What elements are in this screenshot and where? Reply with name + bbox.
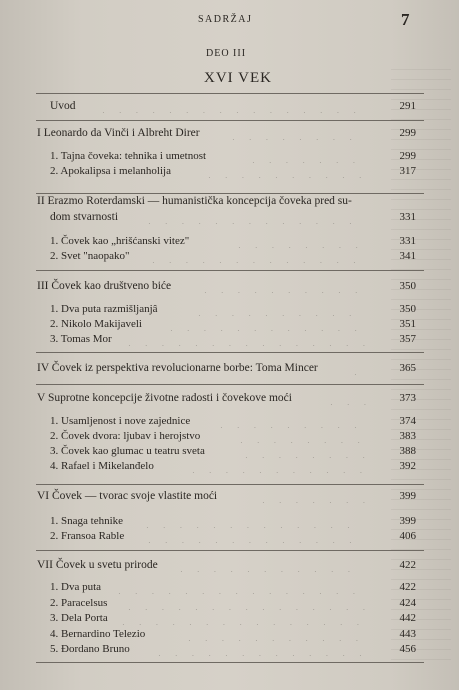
century-title: XVI VEK (204, 70, 272, 86)
divider (36, 384, 424, 385)
dot-leader: . . . . . . . . . . . . . (148, 535, 358, 543)
toc-entry-title: 1. Tajna čoveka: tehnika i umetnost (50, 150, 207, 162)
toc-entry (0, 362, 459, 378)
toc-page-number: 331 (399, 211, 416, 223)
toc-page-number: 317 (399, 165, 416, 177)
dot-leader: . . . . . . . . . . (198, 308, 358, 316)
dot-leader: . . . . . . . . . . . (192, 465, 368, 473)
toc-entry-title: 1. Dva puta razmišljanjâ (50, 303, 158, 315)
dot-leader: . . . . . . . . . (220, 420, 363, 428)
dot-leader: . . . (330, 397, 372, 405)
toc-subentry (0, 460, 459, 476)
toc-subentry (0, 530, 459, 546)
toc-entry-title: dom stvarnosti (50, 211, 119, 223)
toc-entry-title: 1. Čovek kao „hrišćanski vitez" (50, 235, 190, 247)
toc-page-number: 351 (399, 318, 416, 330)
toc-page-number: 388 (399, 445, 416, 457)
toc-entry (0, 490, 459, 506)
toc-entry-title: 2. Paracelsus (50, 597, 108, 609)
toc-page-number: 291 (399, 100, 416, 112)
toc-page-number: 357 (399, 333, 416, 345)
toc-entry (0, 127, 459, 143)
toc-entry-title: 4. Bernardino Telezio (50, 628, 146, 640)
toc-page-number: 383 (399, 430, 416, 442)
toc-page-number: 392 (399, 460, 416, 472)
toc-entry-title: I Leonardo da Vinči i Albreht Direr (37, 127, 200, 139)
toc-subentry (0, 612, 459, 628)
toc-page-number: 399 (399, 490, 416, 502)
running-header: SADRŽAJ (198, 14, 253, 25)
dot-leader: . . . . . . . (262, 495, 371, 503)
dot-leader: . . . . . . . . . . (208, 170, 368, 178)
toc-subentry (0, 597, 459, 613)
dot-leader: . . . . . . . . . . . . . . . (118, 586, 361, 594)
dot-leader: . . . . . . . . . . . . . . . . (102, 105, 362, 113)
toc-subentry (0, 643, 459, 659)
toc-entry-title: V Suprotne koncepcije životne radosti i čovekove moći (37, 392, 292, 404)
toc-entry-title: 1. Usamljenost i nove zajednice (50, 415, 191, 427)
dot-leader: . . . . . . . . . . . . . (152, 255, 362, 263)
part-label: DEO III (206, 48, 247, 59)
toc-entry-title: II Erazmo Roterdamski — humanistička koncepcija čoveka pred su- (37, 195, 352, 207)
toc-page-number: 442 (399, 612, 416, 624)
dot-leader: . (354, 367, 363, 375)
dot-leader: . . . . . . . . . . . . . (146, 520, 356, 528)
toc-subentry (0, 430, 459, 446)
toc-page-number: 299 (399, 150, 416, 162)
dot-leader: . . . . . . . . (232, 132, 358, 140)
dot-leader: . . . . . . . . . . . . . . . (122, 617, 365, 625)
toc-entry-title: 3. Dela Porta (50, 612, 108, 624)
dot-leader: . . . . . . . . . . . (188, 633, 364, 641)
toc-subentry (0, 165, 459, 181)
toc-entry-title: 2. Fransoa Rable (50, 530, 125, 542)
toc-page-number: 299 (399, 127, 416, 139)
toc-subentry (0, 515, 459, 531)
toc-page-number: 424 (399, 597, 416, 609)
dot-leader: . . . . . . . . . . . . . . . (128, 338, 371, 346)
divider (36, 550, 424, 551)
toc-subentry (0, 415, 459, 431)
dot-leader: . . . . . . . . . . . . . . . (128, 602, 371, 610)
toc-entry (0, 100, 459, 116)
toc-page-number: 350 (399, 280, 416, 292)
toc-page-number: 399 (399, 515, 416, 527)
toc-entry-title: 2. Čovek dvora: ljubav i herojstvo (50, 430, 201, 442)
toc-page-number: 456 (399, 643, 416, 655)
toc-subentry (0, 150, 459, 166)
divider (36, 120, 424, 121)
dot-leader: . . . . . . . . . . . . . (158, 648, 368, 656)
toc-entry-title: IV Čovek iz perspektiva revolucionarne borbe: Toma Mincer (37, 362, 318, 374)
dot-leader: . . . . . . . . (245, 450, 371, 458)
toc-page-number: 374 (399, 415, 416, 427)
toc-subentry (0, 318, 459, 334)
toc-subentry (0, 333, 459, 349)
toc-page-number: 422 (399, 581, 416, 593)
divider (36, 93, 424, 94)
toc-entry (0, 211, 459, 227)
toc-page-number: 406 (399, 530, 416, 542)
divider (36, 662, 424, 663)
toc-page-number: 350 (399, 303, 416, 315)
dot-leader: . . . . . . . (252, 155, 361, 163)
toc-subentry (0, 581, 459, 597)
toc-entry (0, 392, 459, 408)
page-number: 7 (401, 10, 410, 29)
dot-leader: . . . . . . . . . . . . . (148, 216, 358, 224)
toc-entry-title: III Čovek kao društveno biće (37, 280, 172, 292)
dot-leader: . . . . . . . . . . . (180, 564, 356, 572)
divider (36, 484, 424, 485)
toc-entry-title: 2. Svet "naopako" (50, 250, 130, 262)
toc-page-number: 422 (399, 559, 416, 571)
toc-entry-title: 4. Rafael i Mikelanđelo (50, 460, 154, 472)
toc-page-number: 443 (399, 628, 416, 640)
divider (36, 270, 424, 271)
toc-entry (0, 559, 459, 575)
toc-subentry (0, 303, 459, 319)
toc-page-number: 341 (399, 250, 416, 262)
toc-subentry (0, 250, 459, 266)
divider (36, 352, 424, 353)
dot-leader: . . . . . . . . . . (204, 285, 364, 293)
dot-leader: . . . . . . . . (238, 240, 364, 248)
toc-entry-title: 5. Đordano Bruno (50, 643, 130, 655)
toc-entry-title: VII Čovek u svetu prirode (37, 559, 158, 571)
toc-page-number: 365 (399, 362, 416, 374)
toc-entry-title: 2. Nikolo Makijaveli (50, 318, 142, 330)
dot-leader: . . . . . . . . (240, 435, 366, 443)
toc-entry-title: Uvod (50, 100, 76, 112)
toc-entry-title: VI Čovek — tvorac svoje vlastite moći (37, 490, 218, 502)
toc-entry-title: 3. Čovek kao glumac u teatru sveta (50, 445, 205, 457)
toc-entry-title: 2. Apokalipsa i melanholija (50, 165, 171, 177)
toc-entry-title: 1. Dva puta (50, 581, 102, 593)
toc-subentry (0, 445, 459, 461)
toc-page-number: 373 (399, 392, 416, 404)
toc-entry (0, 280, 459, 296)
divider (36, 193, 424, 194)
toc-entry-title: 1. Snaga tehnike (50, 515, 124, 527)
toc-entry (0, 195, 459, 211)
toc-subentry (0, 628, 459, 644)
toc-entry-title: 3. Tomas Mor (50, 333, 112, 345)
dot-leader: . . . . . . . . . . . . (170, 323, 363, 331)
toc-page-number: 331 (399, 235, 416, 247)
toc-subentry (0, 235, 459, 251)
